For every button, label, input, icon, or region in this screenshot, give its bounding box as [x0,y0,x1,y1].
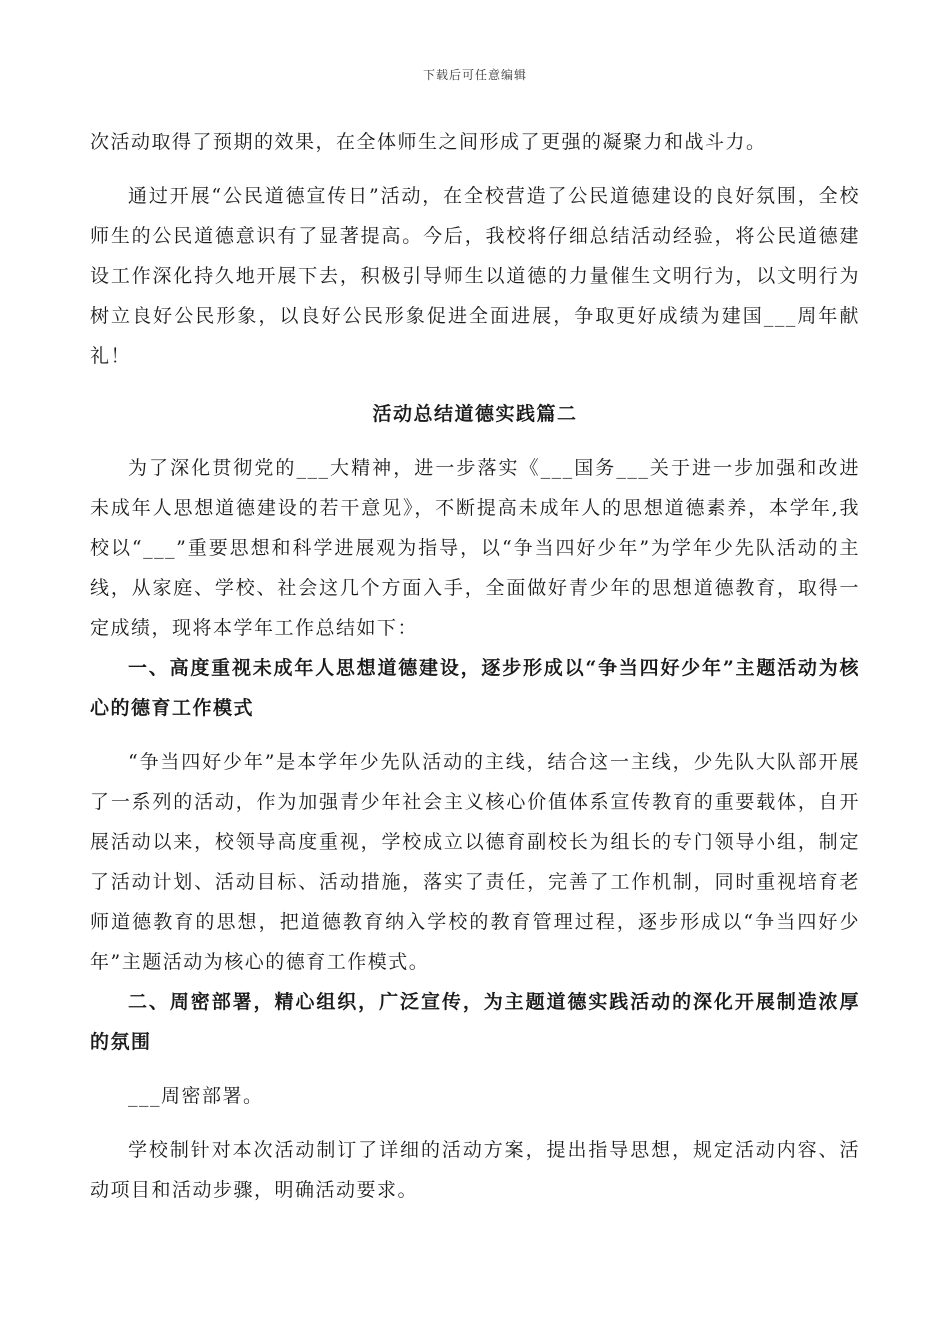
paragraph-intro: 为了深化贯彻党的___大精神，进一步落实《___国务___关于进一步加强和改进未成年人思想道德建设的若干意见》，不断提高未成年人的思想道德素养，本学年,我校以“___”重要思想和科学进展观为指导，以“争当四好少年”为学年少先队活动的主线，从家庭、学校、社会这几个方面入手，全面做好青少年的思想道德教育，取得一定成绩，现将本学年工作总结如下： [90,457,860,639]
paragraph-summary: 通过开展“公民道德宣传日”活动，在全校营造了公民道德建设的良好氛围，全校师生的公民道德意识有了显著提高。今后，我校将仔细总结活动经验，将公民道德建设工作深化持久地开展下去，积极引导师生以道德的力量催生文明行为，以文明行为树立良好公民形象，以良好公民形象促进全面进展，争取更好成绩为建国___周年献礼！ [90,185,860,367]
header-note: 下载后可任意编辑 [422,68,527,82]
heading-one: 一、高度重视未成年人思想道德建设，逐步形成以“争当四好少年”主题活动为核心的德育工作模式 [90,657,860,719]
paragraph-plan: 学校制针对本次活动制订了详细的活动方案，提出指导思想，规定活动内容、活动项目和活动步骤，明确活动要求。 [90,1139,860,1201]
section-title: 活动总结道德实践篇二 [372,403,578,425]
paragraph-deploy: ___周密部署。 [128,1085,264,1107]
heading-two: 二、周密部署，精心组织，广泛宣传，为主题道德实践活动的深化开展制造浓厚的氛围 [90,991,860,1053]
paragraph-continuation: 次活动取得了预期的效果，在全体师生之间形成了更强的凝聚力和战斗力。 [90,131,767,153]
document-body [90,122,860,1210]
paragraph-theme: “争当四好少年”是本学年少先队活动的主线，结合这一主线，少先队大队部开展了一系列的活动，作为加强青少年社会主义核心价值体系宣传教育的重要载体，自开展活动以来，校领导高度重视，学校成立以德育副校长为组长的专门领导小组，制定了活动计划、活动目标、活动措施，落实了责任，完善了工作机制，同时重视培育老师道德教育的思想，把道德教育纳入学校的教育管理过程，逐步形成以“争当四好少年”主题活动为核心的德育工作模式。 [90,751,860,973]
